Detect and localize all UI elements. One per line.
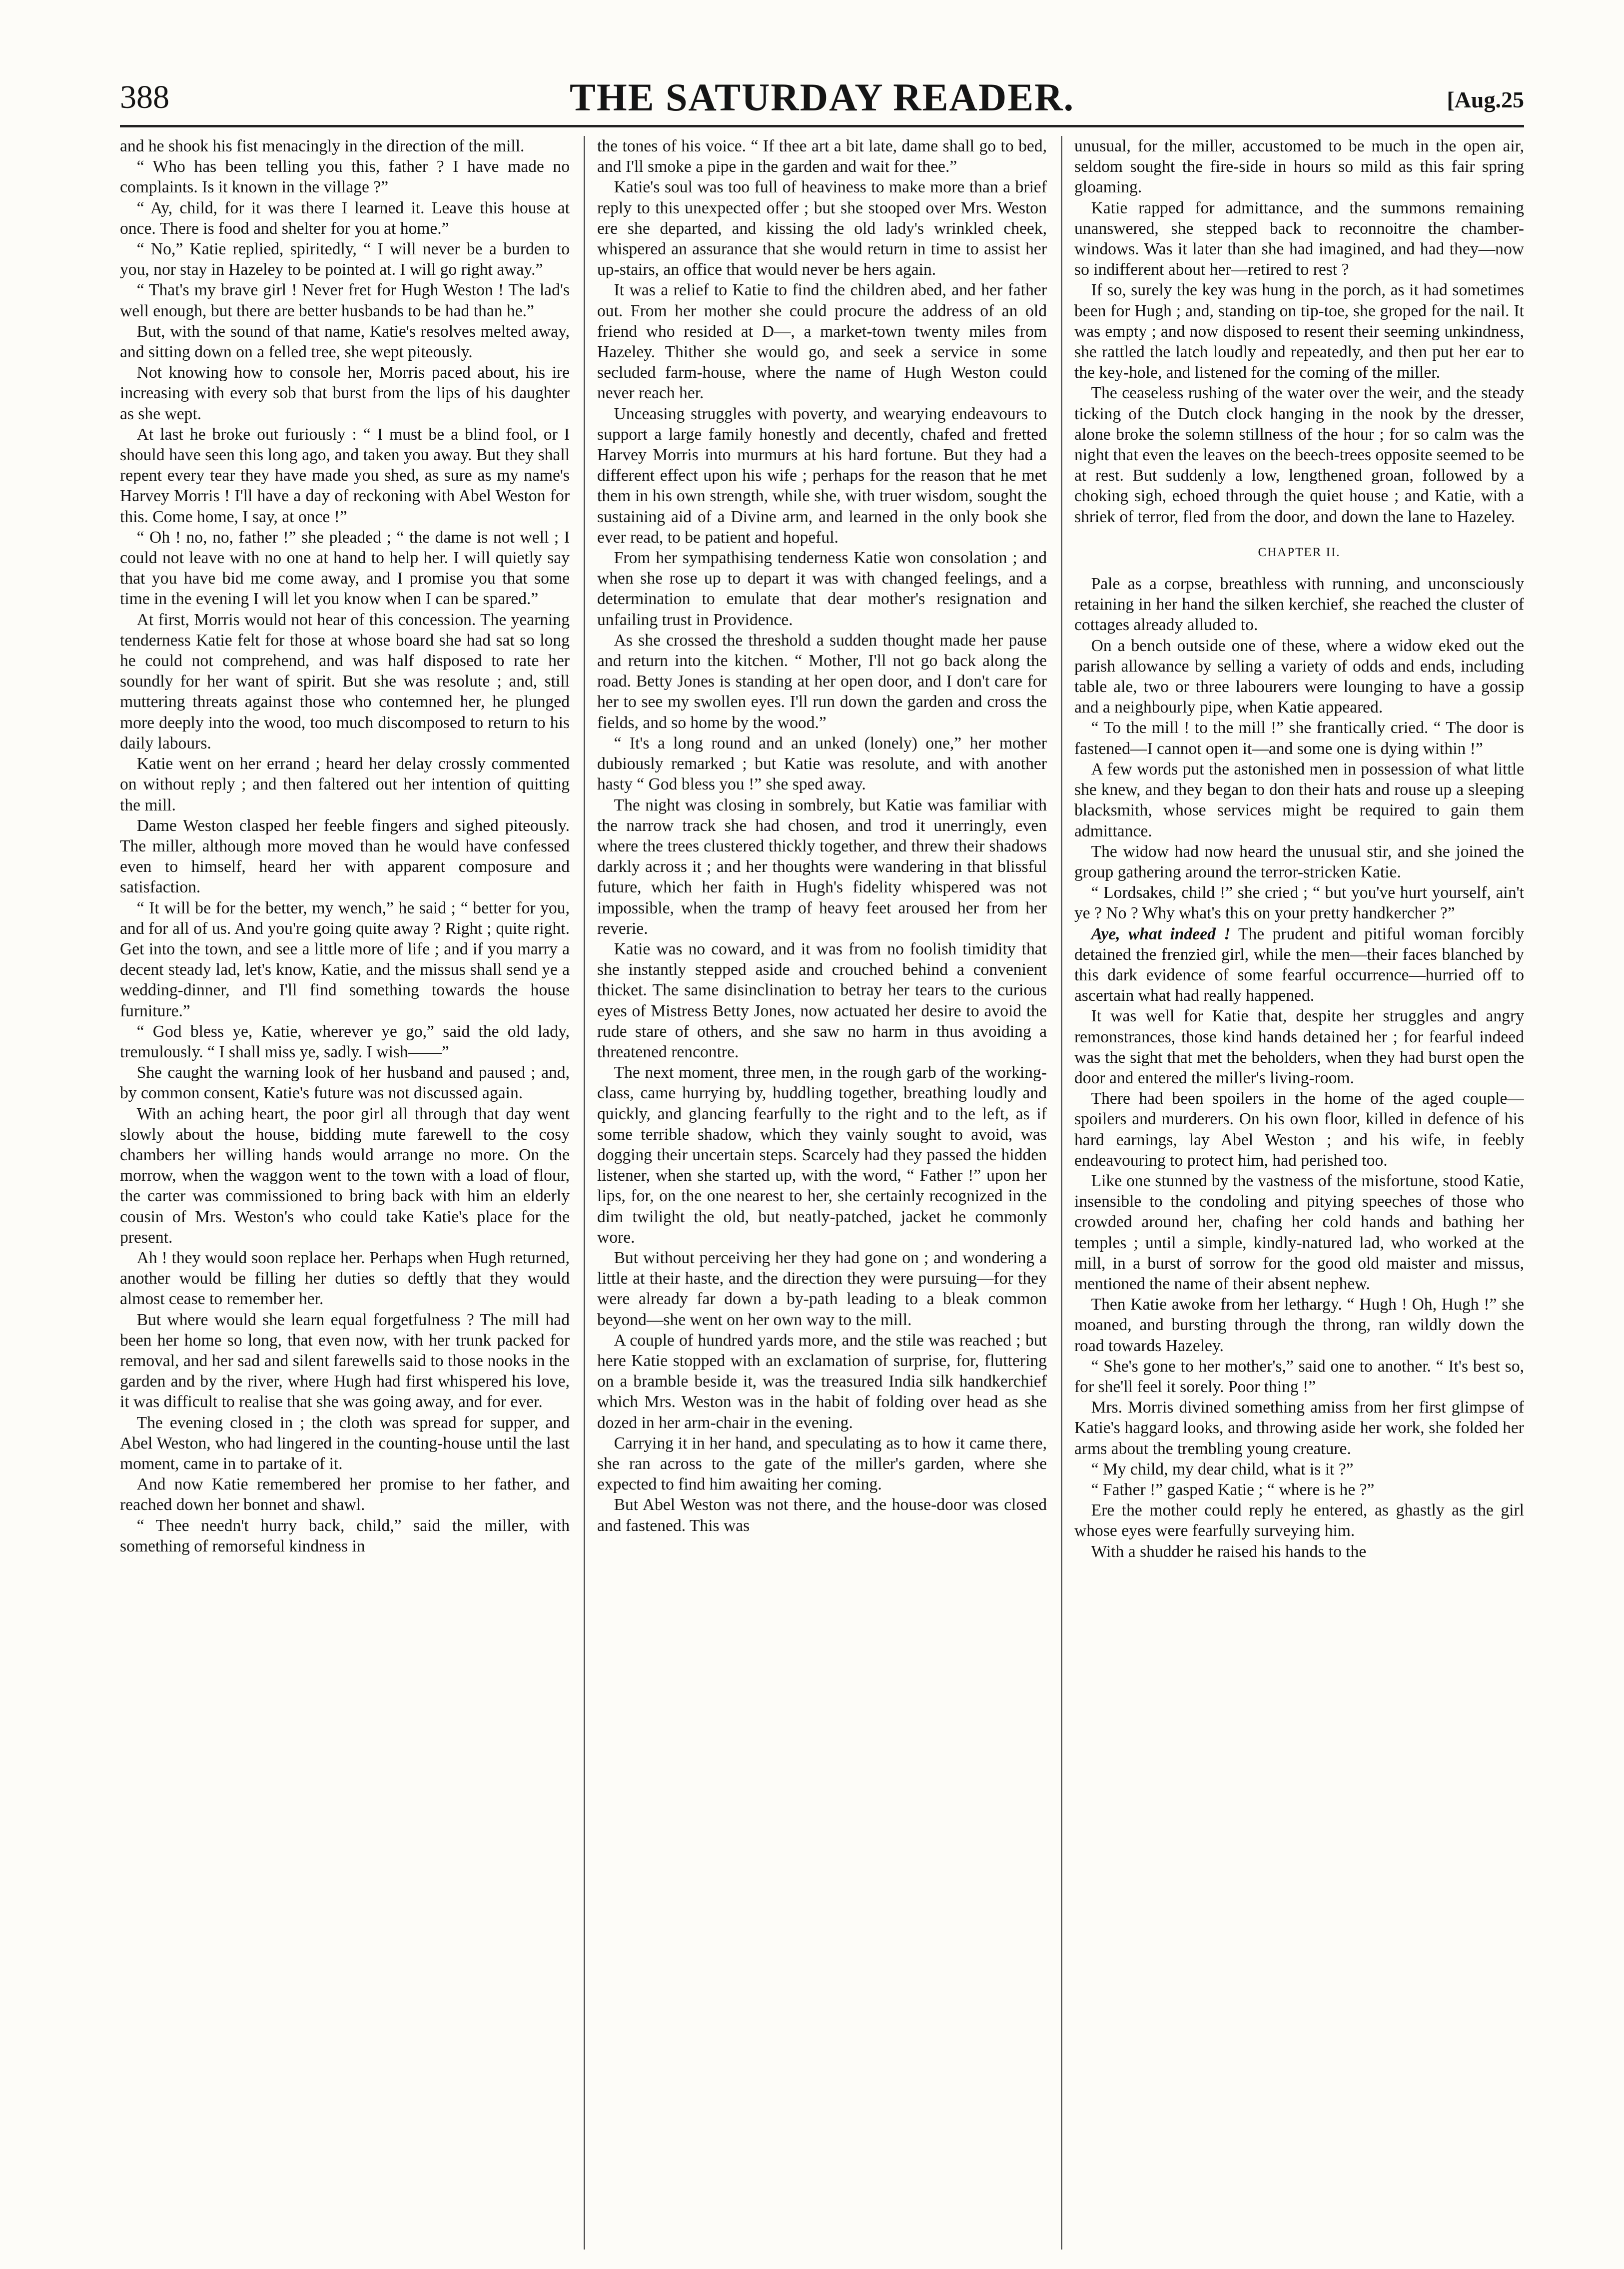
paragraph: The ceaseless rushing of the water over the weir, and the steady ticking of the Dutch clock hanging in the nook by the dresser, alone broke the solemn stillness of the hour ; for so calm was the night that even the leaves on the beech-trees opposite seemed to be at rest. But suddenly a low, lengthened groan, followed by a choking sigh, echoed through the quiet house ; and Katie, with a shriek of terror, fled from the door, and down the lane to Hazeley. (1074, 384, 1524, 526)
paragraph: At last he broke out furiously : “ I must be a blind fool, or I should have seen this long ago, and taken you away. But they shall repent every tear they have made you shed, as sure as my name's Harvey Morris ! I'll have a day of reckoning with Abel Weston for this. Come home, I say, at once !” (120, 425, 570, 526)
paragraph: Then Katie awoke from her lethargy. “ Hugh ! Oh, Hugh !” she moaned, and bursting through the throng, ran wildly down the road towards Hazeley. (1074, 1295, 1524, 1355)
paragraph: She caught the warning look of her husband and paused ; and, by common consent, Katie's future was not discussed again. (120, 1063, 570, 1103)
paragraph: “ She's gone to her mother's,” said one to another. “ It's best so, for she'll feel it sorely. Poor thing !” (1074, 1357, 1524, 1396)
italic-lead: Aye, what indeed ! (1091, 924, 1231, 943)
paragraph: “ To the mill ! to the mill !” she frantically cried. “ The door is fastened—I cannot open it—and some one is dying within !” (1074, 719, 1524, 758)
paragraph: But, with the sound of that name, Katie's resolves melted away, and sitting down on a felled tree, she wept piteously. (120, 322, 570, 362)
paragraph: Mrs. Morris divined something amiss from her first glimpse of Katie's haggard looks, and throwing aside her work, she folded her arms about the trembling young creature. (1074, 1398, 1524, 1458)
paragraph: Carrying it in her hand, and speculating as to how it came there, she ran across to the gate of the miller's garden, where she expected to find him awaiting her coming. (597, 1434, 1047, 1494)
publication-title: THE SATURDAY READER. (569, 75, 1075, 119)
paragraph: But Abel Weston was not there, and the house-door was closed and fastened. This was (597, 1496, 1047, 1535)
paragraph: unusual, for the miller, accustomed to be much in the open air, seldom sought the fire-side in hours so mild as this fair spring gloaming. (1074, 137, 1524, 197)
paragraph: “ It's a long round and an unked (lonely) one,” her mother dubiously remarked ; but Katie was resolute, and with another hasty “ God bless you !” she sped away. (597, 734, 1047, 794)
paragraph: The evening closed in ; the cloth was spread for supper, and Abel Weston, who had lingered in the counting-house until the last moment, came in to partake of it. (120, 1413, 570, 1473)
paragraph: Katie was no coward, and it was from no foolish timidity that she instantly stepped aside and crouched behind a convenient thicket. The same disinclination to betray her tears to the curious eyes of Mistress Betty Jones, now actuated her desire to avoid the rude stare of others, and she saw no harm in thus avoiding a threatened rencontre. (597, 939, 1047, 1061)
paragraph: Dame Weston clasped her feeble fingers and sighed piteously. The miller, although more moved than he would have confessed even to himself, heard her with apparent composure and satisfaction. (120, 816, 570, 897)
paragraph: “ God bless ye, Katie, wherever ye go,” said the old lady, tremulously. “ I shall miss ye, sadly. I wish——” (120, 1022, 570, 1061)
paragraph: “ Lordsakes, child !” she cried ; “ but you've hurt yourself, ain't ye ? No ? Why what's this on your pretty handkercher ?” (1074, 883, 1524, 923)
paragraph: Ah ! they would soon replace her. Perhaps when Hugh returned, another would be filling her duties so deftly that they would almost cease to remember her. (120, 1248, 570, 1309)
paragraph: Pale as a corpse, breathless with running, and unconsciously retaining in her hand the silken kerchief, she reached the cluster of cottages already alluded to. (1074, 575, 1524, 635)
column-divider (584, 136, 585, 2250)
paragraph: Unceasing struggles with poverty, and wearying endeavours to support a large family honestly and decently, chafed and fretted Harvey Morris into murmurs at his hard fortune. But they had a different effect upon his wife ; perhaps for the reason that he met them in his own strength, while she, with truer wisdom, sought the sustaining aid of a Divine arm, and learned in the only book she ever read, to be patient and hopeful. (597, 404, 1047, 547)
paragraph: Katie went on her errand ; heard her delay crossly commented on without reply ; and then faltered out her intention of quitting the mill. (120, 755, 570, 814)
header-rule (120, 125, 1524, 127)
column-2 (597, 136, 1047, 2250)
paragraph: At first, Morris would not hear of this concession. The yearning tenderness Katie felt for those at whose board she had sat so long he could not comprehend, and was half disposed to rate her soundly for her want of spirit. But she was resolute ; and, still muttering threats against those who contemned her, he plunged more deeply into the wood, too much discomposed to return to his daily labours. (120, 610, 570, 753)
issue-date: [Aug.25 (1447, 87, 1524, 112)
paragraph: Not knowing how to console her, Morris paced about, his ire increasing with every sob that burst from the lips of his daughter as she wept. (120, 363, 570, 423)
paragraph: On a bench outside one of these, where a widow eked out the parish allowance by selling a variety of odds and ends, including table ale, two or three labourers were lounging to have a gossip and a neighbourly pipe, when Katie appeared. (1074, 636, 1524, 717)
paragraph: “ No,” Katie replied, spiritedly, “ I will never be a burden to you, nor stay in Hazeley to be pointed at. I will go right away.” (120, 240, 570, 279)
page-header (120, 75, 1524, 130)
page-number: 388 (120, 79, 169, 115)
column-1 (120, 136, 570, 2250)
paragraph: “ Thee needn't hurry back, child,” said the miller, with something of remorseful kindness in (120, 1516, 570, 1555)
paragraph: And now Katie remembered her promise to her father, and reached down her bonnet and shawl. (120, 1475, 570, 1514)
paragraph: It was a relief to Katie to find the children abed, and her father out. From her mother she could procure the address of an old friend who resided at D—, a market-town twenty miles from Hazeley. Thither she would go, and seek a service in some secluded farm-house, where the name of Hugh Weston could never reach her. (597, 281, 1047, 403)
paragraph: It was well for Katie that, despite her struggles and angry remonstrances, those kind hands detained her ; for fearful indeed was the sight that met the beholders, when they had burst open the door and entered the miller's living-room. (1074, 1007, 1524, 1087)
paragraph: As she crossed the threshold a sudden thought made her pause and return into the kitchen. “ Mother, I'll not go back along the road. Betty Jones is standing at her open door, and I don't care for her to see my swollen eyes. I'll run down the garden and cross the fields, and so home by the wood.” (597, 631, 1047, 732)
paragraph: “ My child, my dear child, what is it ?” (1091, 1460, 1354, 1479)
paragraph: A few words put the astonished men in possession of what little she knew, and they began to don their hats and rouse up a sleeping blacksmith, whose services might be required to gain them admittance. (1074, 759, 1524, 840)
paragraph: “ Who has been telling you this, father ? I have made no complaints. Is it known in the village ?” (120, 157, 570, 197)
paragraph: From her sympathising tenderness Katie won consolation ; and when she rose up to depart it was with changed feelings, and a determination to emulate that dear mother's resignation and unfailing trust in Providence. (597, 549, 1047, 629)
paragraph: “ That's my brave girl ! Never fret for Hugh Weston ! The lad's well enough, but there are better husbands to be had than he.” (120, 281, 570, 320)
paragraph: “ Oh ! no, no, father !” she pleaded ; “ the dame is not well ; I could not leave with no one at hand to help her. I will quietly say that you have bid me come away, and I promise you that some time in the evening I will let you know when I can be spared.” (120, 528, 570, 609)
column-divider (1061, 136, 1062, 2250)
column-3 (1074, 136, 1524, 2250)
paragraph: the tones of his voice. “ If thee art a bit late, dame shall go to bed, and I'll smoke a pipe in the garden and wait for thee.” (597, 137, 1047, 176)
paragraph: The night was closing in sombrely, but Katie was familiar with the narrow track she had chosen, and trod it unerringly, even where the trees clustered thickly together, and threw their shadows darkly across it ; and her thoughts were wandering in that blissful future, which her faith in Hugh's fidelity whispered was not impossible, when the tramp of heavy feet aroused her from her reverie. (597, 795, 1047, 938)
paragraph: With an aching heart, the poor girl all through that day went slowly about the house, bidding mute farewell to the cosy chambers her willing hands would arrange no more. On the morrow, when the waggon went to the town with a load of flour, the carter was commissioned to bring back with him an elderly cousin of Mrs. Weston's who could take Katie's place for the present. (120, 1104, 570, 1247)
paragraph: Ere the mother could reply he entered, as ghastly as the girl whose eyes were fearfully surveying him. (1074, 1501, 1524, 1540)
paragraph: “ It will be for the better, my wench,” he said ; “ better for you, and for all of us. And you're going quite away ? Right ; quite right. Get into the town, and see a little more of life ; and if you marry a decent steady lad, let's know, Katie, and the missus shall send ye a wedding-dinner, and I'll find something towards the house furniture.” (120, 898, 570, 1020)
paragraph: The next moment, three men, in the rough garb of the working-class, came hurrying by, huddling together, breathing loudly and quickly, and glancing fearfully to the right and to the left, as if some terrible shadow, which they vainly sought to avoid, was dogging their uncertain steps. Scarcely had they passed the hidden listener, when she started up, with the word, “ Father !” upon her lips, for, on the one nearest to her, she certainly recognized in the dim twilight the old, but neatly-patched, jacket he commonly wore. (597, 1063, 1047, 1247)
paragraph: But without perceiving her they had gone on ; and wondering a little at their haste, and the direction they were pursuing—for they were already far down a by-path leading to a bleak common beyond—she went on her own way to the mill. (597, 1248, 1047, 1329)
paragraph: “ Ay, child, for it was there I learned it. Leave this house at once. There is food and shelter for you at home.” (120, 198, 570, 238)
paragraph: and he shook his fist menacingly in the direction of the mill. (120, 137, 525, 155)
paragraph: Katie rapped for admittance, and the summons remaining unanswered, she stepped back to reconnoitre the chamber-windows. Was it later than she had imagined, and had they—now so indifferent about her—retired to rest ? (1074, 198, 1524, 279)
paragraph: Like one stunned by the vastness of the misfortune, stood Katie, insensible to the condoling and pitying speeches of those who crowded around her, chafing her cold hands and bathing her temples ; until a simple, kindly-natured lad, who worked at the mill, in a burst of sorrow for the good old maister and missus, mentioned the name of their absent nephew. (1074, 1171, 1524, 1293)
paragraph: “ Father !” gasped Katie ; “ where is he ?” (1091, 1481, 1375, 1499)
paragraph: The widow had now heard the unusual stir, and she joined the group gathering around the terror-stricken Katie. (1074, 842, 1524, 881)
paragraph: There had been spoilers in the home of the aged couple—spoilers and murderers. On his own floor, killed in defence of his hard earnings, lay Abel Weston ; and his wife, in feebly endeavouring to protect him, had perished too. (1074, 1089, 1524, 1170)
paragraph: If so, surely the key was hung in the porch, as it had sometimes been for Hugh ; and, standing on tip-toe, she groped for the nail. It was empty ; and now disposed to resent their seeming unkindness, she rattled the latch loudly and repeatedly, and then put her ear to the key-hole, and listened for the coming of the miller. (1074, 281, 1524, 382)
paragraph: A couple of hundred yards more, and the stile was reached ; but here Katie stopped with an exclamation of surprise, for, fluttering on a bramble beside it, was the treasured India silk handkerchief which Mrs. Weston was in the habit of folding over head as she dozed in her arm-chair in the evening. (597, 1331, 1047, 1432)
paragraph (1074, 924, 1524, 1006)
paragraph: Katie's soul was too full of heaviness to make more than a brief reply to this unexpected offer ; but she stooped over Mrs. Weston ere she departed, and kissing the old lady's wrinkled cheek, whispered an assurance that she would return in time to assist her up-stairs, an office that would never be hers again. (597, 178, 1047, 279)
paragraph: With a shudder he raised his hands to the (1091, 1542, 1367, 1561)
paragraph: But where would she learn equal forgetfulness ? The mill had been her home so long, that even now, with her trunk packed for removal, and her sad and silent farewells said to those nooks in the garden and by the river, where Hugh had first whispered his love, it was difficult to realise that she was going away, and for ever. (120, 1310, 570, 1412)
chapter-heading: CHAPTER II. (1258, 545, 1341, 559)
paragraph-text: The prudent and pitiful woman forcibly detained the frenzied girl, while the men—their faces blanched by this dark evidence of some fearful occurrence—hurried off to ascertain what had really happened. (1074, 924, 1524, 1005)
